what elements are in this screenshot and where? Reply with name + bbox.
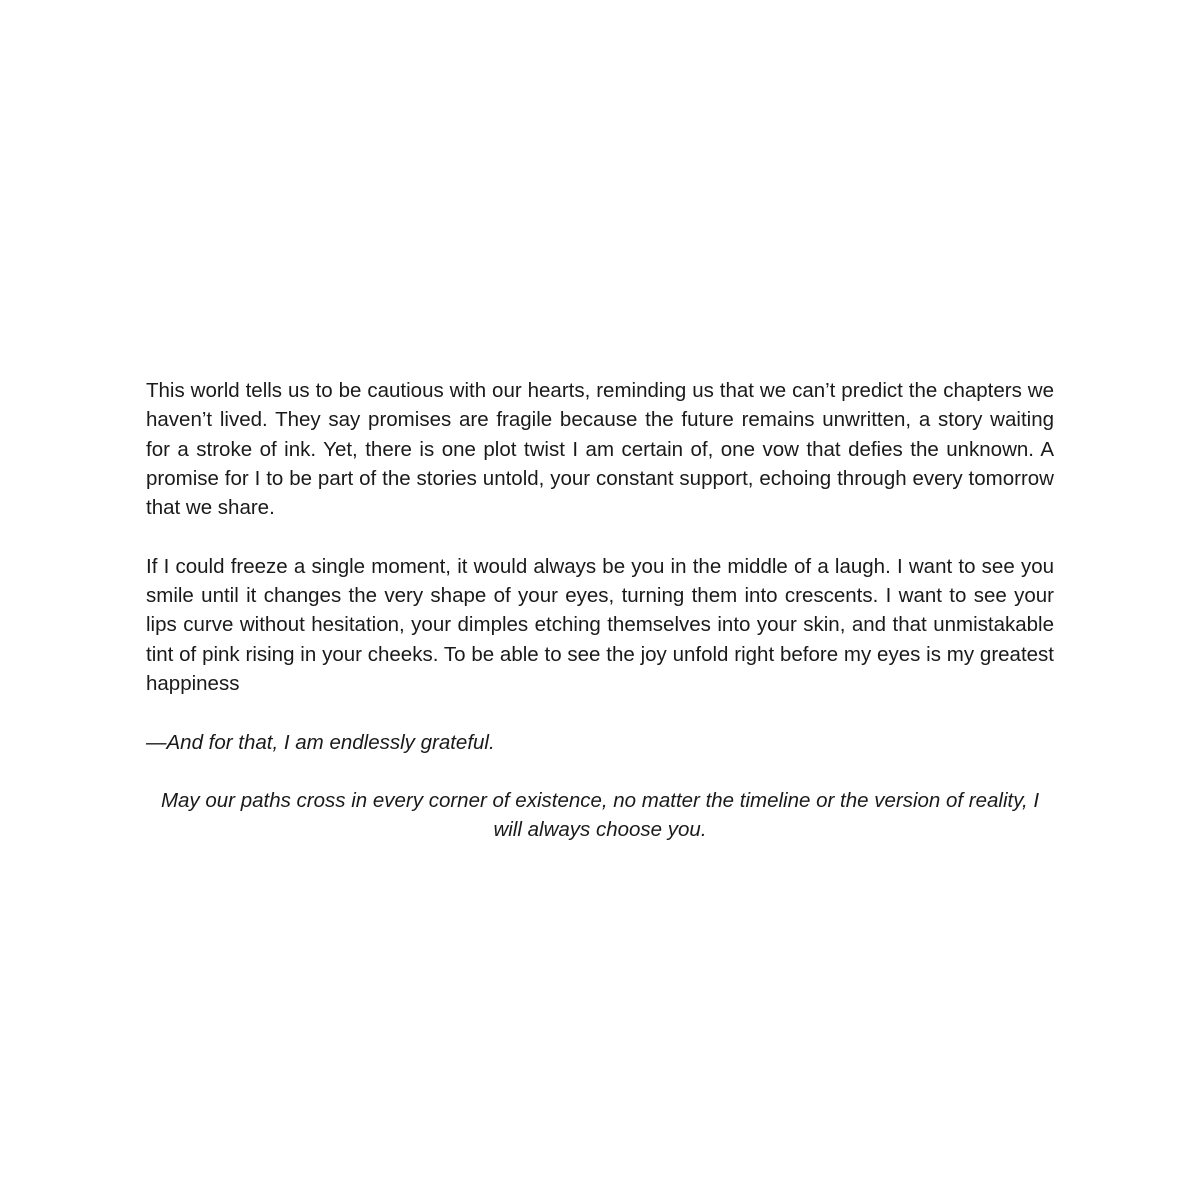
letter-body [146,376,1054,845]
signoff-line: —And for that, I am endlessly grateful. [146,730,495,754]
closing-line: May our paths cross in every corner of existence, no matter the timeline or the version of reality, I will always choose you. [160,789,1040,842]
paragraph-first: This world tells us to be cautious with our hearts, reminding us that we can’t predict the chapters we haven’t lived. They say promises are fragile because the future remains unwritten, a story waiting for a stroke of ink. Yet, there is one plot twist I am certain of, one vow that defies the unknown. A promise for I to be part of the stories untold, your constant support, echoing through every tomorrow that we share. [146,379,1054,520]
paragraph-second: If I could freeze a single moment, it would always be you in the middle of a laugh. I want to see you smile until it changes the very shape of your eyes, turning them into crescents. I want to see your lips curve without hesitation, your dimples etching themselves into your skin, and that unmistakable tint of pink rising in your cheeks. To be able to see the joy unfold right before my eyes is my greatest happiness [146,554,1054,695]
